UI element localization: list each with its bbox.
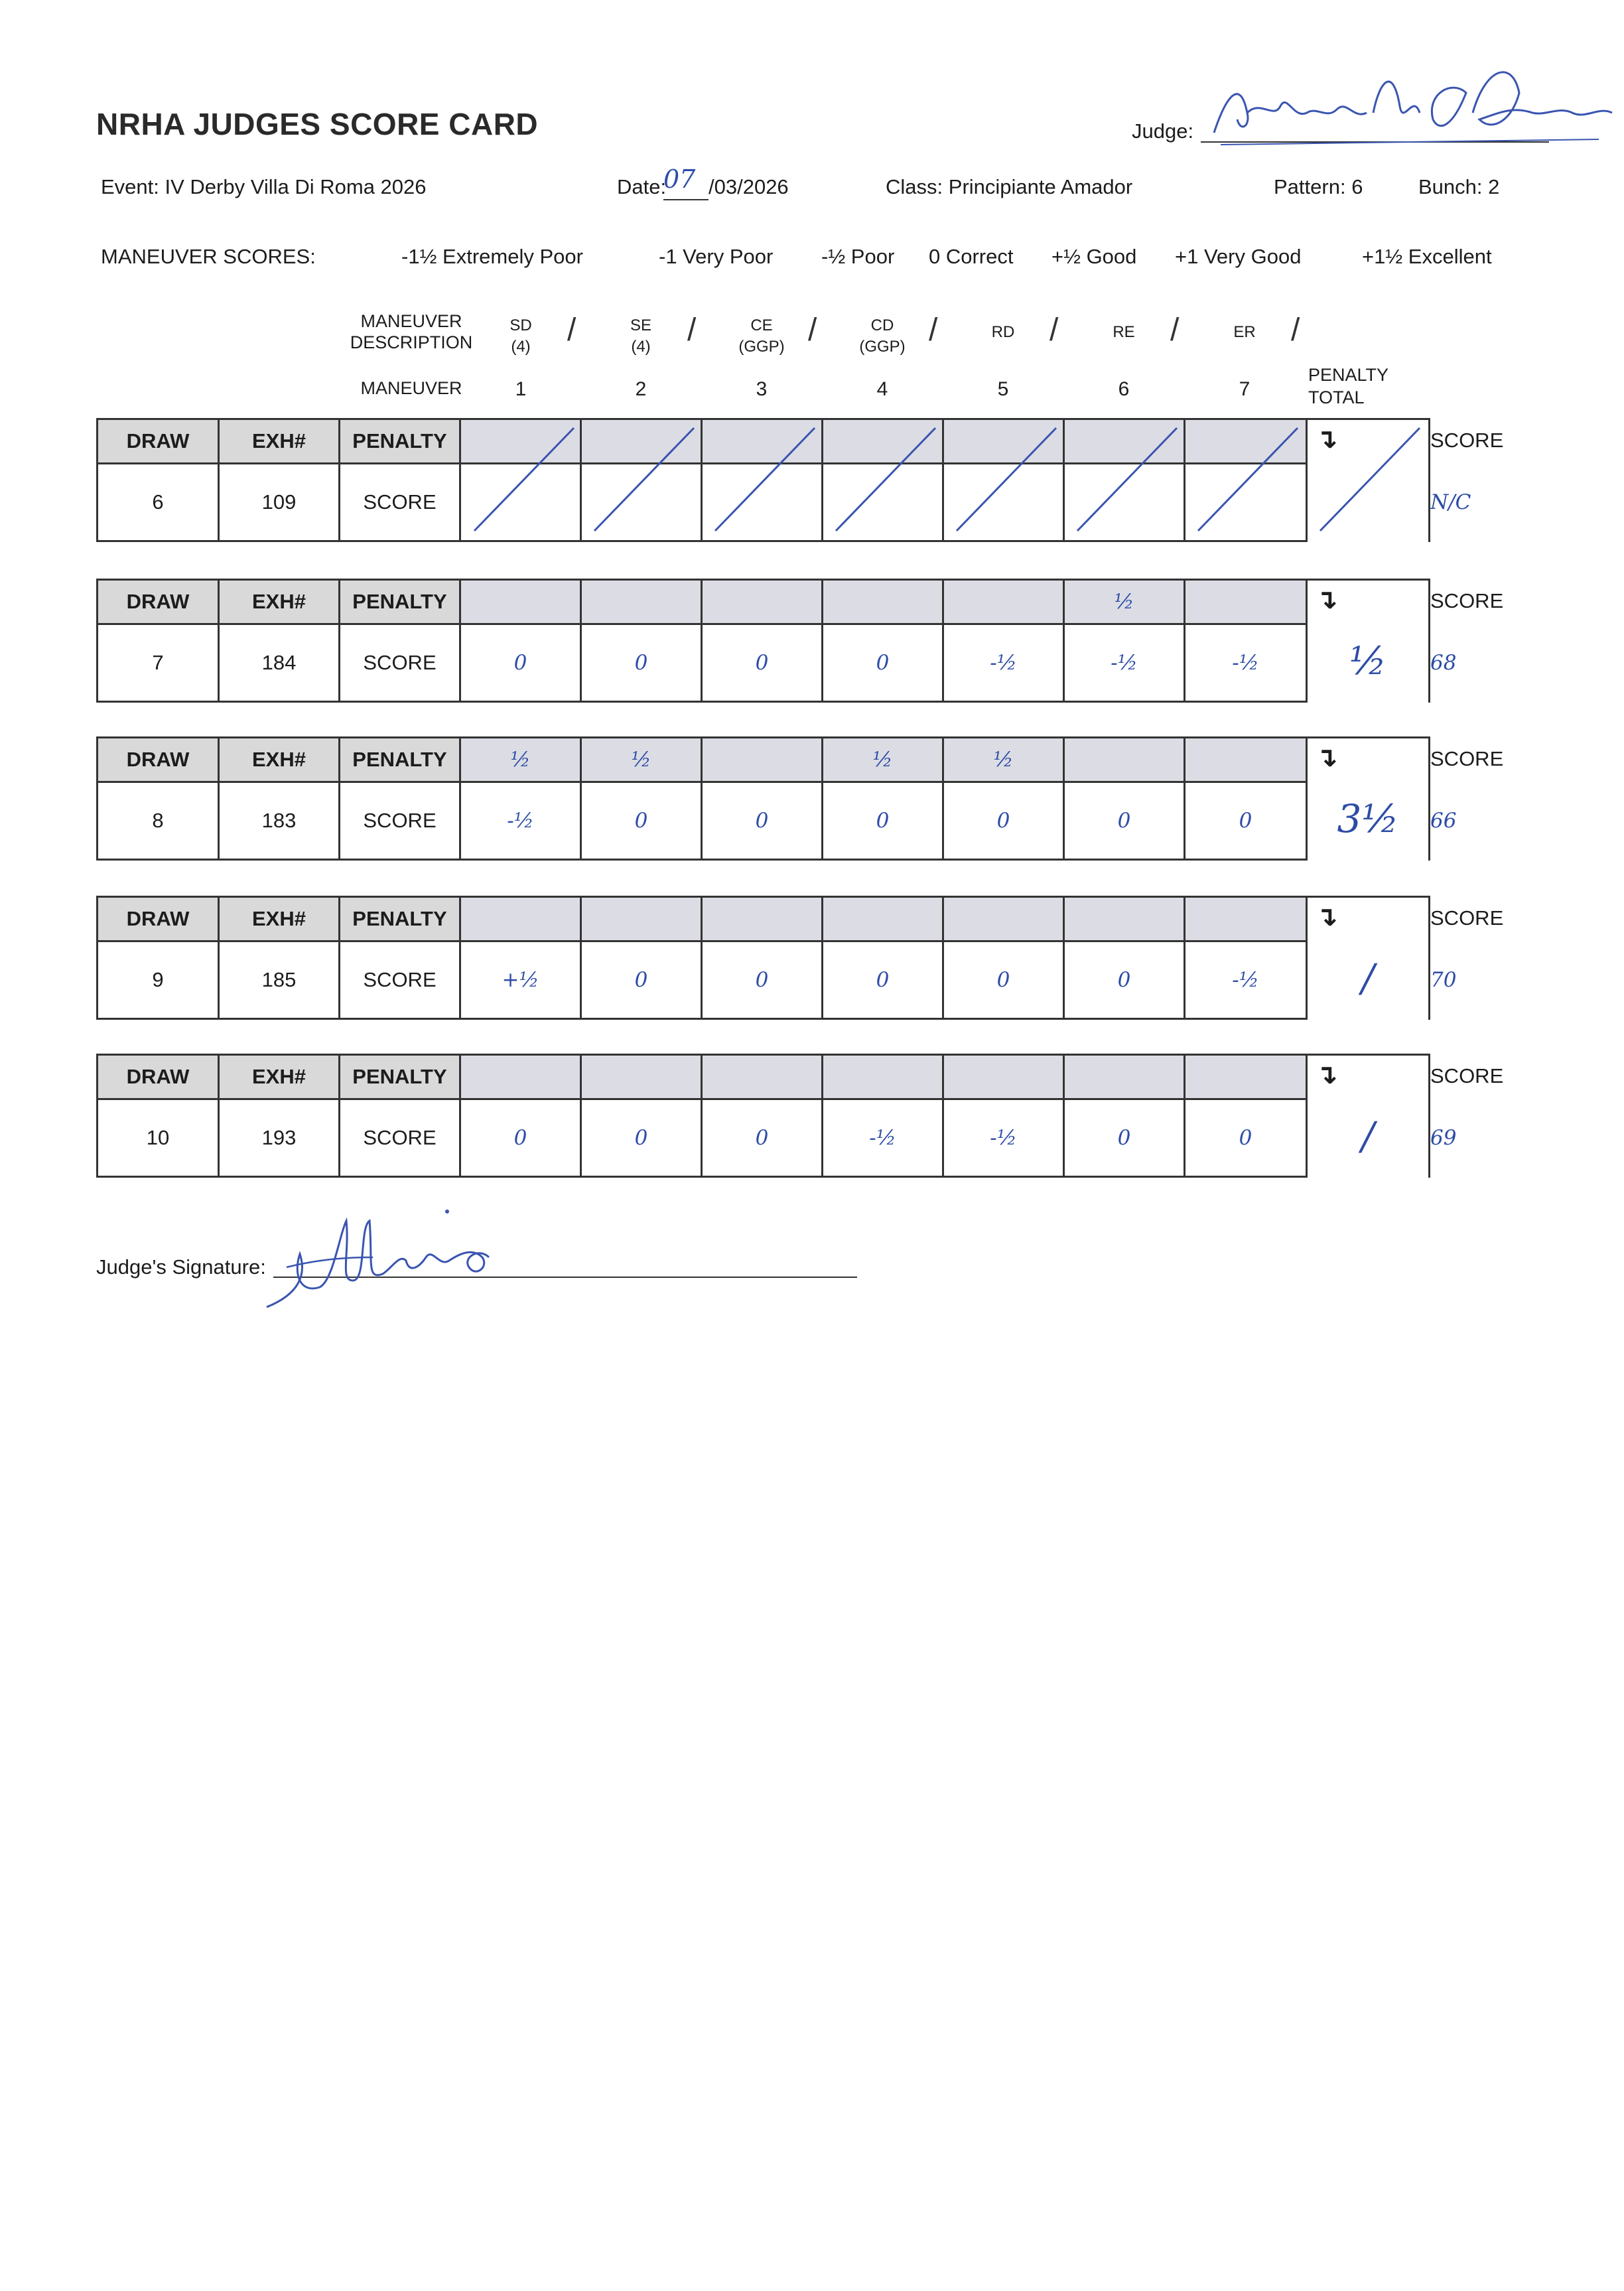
down-arrow-icon: ↴ [1316, 743, 1338, 772]
strike-slash-mark [1314, 421, 1426, 537]
class-value: Principiante Amador [948, 175, 1133, 198]
date-label: Date: [617, 175, 667, 198]
maneuver-score-cell-1[interactable]: -½ [460, 782, 581, 860]
event-value: IV Derby Villa Di Roma 2026 [165, 175, 427, 198]
penalty-total-label: PENALTY TOTAL [1308, 365, 1389, 407]
class-label: Class: [886, 175, 943, 198]
down-arrow-icon: ↴ [1316, 902, 1338, 932]
down-arrow-icon: ↴ [1316, 585, 1338, 614]
penalty-row: DRAW EXH# PENALTY ½ ↴ ½ SCORE [98, 580, 1430, 624]
maneuver-score-cell-3[interactable]: 0 [702, 782, 823, 860]
maneuver-number-label: MANEUVER [360, 378, 462, 398]
entry-card [96, 579, 1504, 703]
penalty-cell-1[interactable] [460, 1055, 581, 1099]
penalty-row: DRAW EXH# PENALTY ↴ / SCORE [98, 897, 1430, 941]
scale-excellent: +1½ Excellent [1362, 245, 1492, 268]
maneuver-score-cell-4[interactable]: 0 [823, 782, 943, 860]
draw-number: 9 [98, 941, 219, 1019]
maneuver-code-text: SE [630, 316, 651, 334]
column-separator-slash: / [929, 312, 938, 348]
maneuver-code-4 [823, 315, 942, 358]
draw-label: DRAW [98, 897, 219, 941]
maneuver-score-cell-6[interactable]: 0 [1064, 941, 1185, 1019]
card-title: NRHA JUDGES SCORE CARD [96, 107, 539, 141]
draw-number: 8 [98, 782, 219, 860]
pattern-value: 6 [1351, 175, 1363, 198]
maneuver-code-2 [581, 315, 701, 358]
maneuver-number-4: 4 [876, 378, 888, 400]
penalty-row: DRAW EXH# PENALTY ↴ / SCORE [98, 1055, 1430, 1099]
penalty-cell-7[interactable] [1185, 897, 1307, 941]
maneuver-code-text: RD [991, 323, 1015, 341]
maneuver-score-cell-5[interactable]: -½ [943, 1099, 1064, 1177]
score-row: 6 109 SCORE N/C [98, 464, 1430, 541]
class-field [886, 175, 1132, 199]
score-row: 7 184 SCORE 0 0 0 0 -½ -½ -½ 68 [98, 624, 1430, 702]
exhibitor-number: 193 [219, 1099, 340, 1177]
maneuver-code-1 [461, 315, 580, 358]
strike-slash-mark [1071, 421, 1184, 537]
scale-very-poor: -1 Very Poor [659, 245, 774, 268]
penalty-cell-3[interactable] [702, 580, 823, 624]
maneuver-score-cell-4[interactable]: 0 [823, 941, 943, 1019]
draw-number: 10 [98, 1099, 219, 1177]
draw-number: 7 [98, 624, 219, 702]
maneuver-score-cell-7[interactable]: -½ [1185, 941, 1307, 1019]
score-row: 10 193 SCORE 0 0 0 -½ -½ 0 0 69 [98, 1099, 1430, 1177]
maneuver-code-text: CD [870, 316, 894, 334]
score-label: SCORE [340, 464, 460, 541]
exh-label: EXH# [219, 580, 340, 624]
penalty-cell-5[interactable]: ½ [943, 738, 1064, 782]
maneuver-score-cell-4[interactable]: 0 [823, 624, 943, 702]
penalty-cell-5[interactable] [943, 1055, 1064, 1099]
penalty-total-cell-top [1307, 738, 1430, 860]
draw-number: 6 [98, 464, 219, 541]
maneuver-number-3: 3 [756, 378, 768, 400]
maneuver-code-5 [943, 322, 1063, 343]
penalty-total-value[interactable]: ½ [1349, 638, 1387, 684]
penalty-cell-2[interactable] [581, 580, 702, 624]
score-label: SCORE [340, 624, 460, 702]
penalty-cell-2[interactable] [581, 1055, 702, 1099]
signature-label: Judge's Signature: [96, 1255, 266, 1279]
penalty-cell-1[interactable]: ½ [460, 738, 581, 782]
maneuver-score-cell-6[interactable]: 0 [1064, 1099, 1185, 1177]
strike-slash-mark [1191, 421, 1304, 537]
penalty-cell-2[interactable]: ½ [581, 738, 702, 782]
penalty-row: DRAW EXH# PENALTY ↴ SCORE [98, 419, 1430, 464]
score-row: 8 183 SCORE -½ 0 0 0 0 0 0 66 [98, 782, 1430, 860]
penalty-total-cell-top [1307, 580, 1430, 702]
penalty-cell-1[interactable] [460, 897, 581, 941]
penalty-total-value[interactable]: / [1361, 955, 1375, 1001]
maneuver-score-cell-2[interactable]: 0 [581, 941, 702, 1019]
exhibitor-number: 184 [219, 624, 340, 702]
scale-very-good: +1 Very Good [1175, 245, 1302, 268]
column-separator-slash: / [567, 312, 576, 348]
penalty-label: PENALTY [340, 580, 460, 624]
maneuver-number-1: 1 [515, 378, 527, 400]
strike-slash-mark [588, 421, 701, 537]
maneuver-score-cell-1[interactable]: 0 [460, 624, 581, 702]
penalty-cell-4[interactable]: ½ [823, 738, 943, 782]
down-arrow-icon: ↴ [1316, 1060, 1338, 1089]
column-separator-slash: / [1291, 312, 1300, 348]
scale-correct: 0 Correct [929, 245, 1014, 268]
maneuver-score-cell-5[interactable]: -½ [943, 624, 1064, 702]
date-day-line [663, 199, 709, 200]
penalty-label: PENALTY [340, 419, 460, 464]
penalty-cell-1[interactable] [460, 580, 581, 624]
strike-slash-mark [829, 421, 942, 537]
maneuver-code-7 [1185, 322, 1304, 343]
maneuver-code-sub: (GGP) [738, 338, 785, 356]
exh-label: EXH# [219, 419, 340, 464]
down-arrow-icon: ↴ [1316, 425, 1338, 454]
exhibitor-number: 185 [219, 941, 340, 1019]
draw-label: DRAW [98, 419, 219, 464]
maneuver-code-text: CE [750, 316, 773, 334]
maneuver-code-text: ER [1233, 323, 1256, 341]
exh-label: EXH# [219, 897, 340, 941]
entry-card [96, 896, 1504, 1020]
penalty-cell-5[interactable] [943, 897, 1064, 941]
maneuver-score-cell-2[interactable]: 0 [581, 782, 702, 860]
penalty-total-value[interactable]: 3½ [1337, 796, 1399, 842]
maneuver-description-label: MANEUVER DESCRIPTION [350, 311, 473, 352]
penalty-total-cell-top [1307, 1055, 1430, 1177]
exhibitor-number: 183 [219, 782, 340, 860]
score-label: SCORE [340, 941, 460, 1019]
bunch-field [1418, 175, 1499, 199]
scale-extremely-poor: -1½ Extremely Poor [401, 245, 583, 268]
draw-label: DRAW [98, 580, 219, 624]
maneuver-number-7: 7 [1239, 378, 1251, 400]
maneuver-number-5: 5 [997, 378, 1009, 400]
maneuver-code-6 [1064, 322, 1184, 343]
maneuver-score-cell-1[interactable]: 0 [460, 1099, 581, 1177]
column-separator-slash: / [1170, 312, 1180, 348]
penalty-cell-3[interactable] [702, 1055, 823, 1099]
penalty-row: DRAW EXH# PENALTY ½ ½ ½ ½ ↴ 3½ SCORE [98, 738, 1430, 782]
exh-label: EXH# [219, 1055, 340, 1099]
penalty-cell-6[interactable]: ½ [1064, 580, 1185, 624]
penalty-cell-4[interactable] [823, 580, 943, 624]
penalty-cell-6[interactable] [1064, 738, 1185, 782]
penalty-label: PENALTY [340, 897, 460, 941]
date-day-handwritten: 07 [663, 165, 696, 194]
score-label: SCORE [340, 1099, 460, 1177]
penalty-cell-4[interactable] [823, 1055, 943, 1099]
penalty-label: PENALTY [340, 738, 460, 782]
maneuver-score-cell-2[interactable]: 0 [581, 624, 702, 702]
penalty-cell-7[interactable] [1185, 1055, 1307, 1099]
penalty-cell-6[interactable] [1064, 897, 1185, 941]
pattern-label: Pattern: [1274, 175, 1346, 198]
penalty-cell-3[interactable] [702, 897, 823, 941]
entry-card [96, 1054, 1504, 1178]
maneuver-code-text: RE [1113, 323, 1135, 341]
maneuver-score-cell-5[interactable]: 0 [943, 782, 1064, 860]
maneuver-score-cell-3[interactable]: 0 [702, 1099, 823, 1177]
judge-handwritten-signature [1201, 53, 1624, 153]
maneuver-score-cell-3[interactable]: 0 [702, 941, 823, 1019]
column-separator-slash: / [687, 312, 697, 348]
maneuver-score-cell-6[interactable]: 0 [1064, 782, 1185, 860]
maneuver-score-cell-7[interactable]: 0 [1185, 782, 1307, 860]
maneuver-code-text: SD [509, 316, 532, 334]
penalty-cell-4[interactable] [823, 897, 943, 941]
penalty-cell-7[interactable] [1185, 580, 1307, 624]
penalty-cell-7[interactable] [1185, 738, 1307, 782]
maneuver-score-cell-4[interactable]: -½ [823, 1099, 943, 1177]
strike-slash-mark [468, 421, 580, 537]
penalty-total-cell-top [1307, 897, 1430, 1019]
maneuver-score-cell-7[interactable]: 0 [1185, 1099, 1307, 1177]
maneuver-code-sub: (4) [511, 338, 531, 356]
maneuver-score-cell-1[interactable]: +½ [460, 941, 581, 1019]
penalty-cell-6[interactable] [1064, 1055, 1185, 1099]
penalty-total-value[interactable]: / [1361, 1113, 1375, 1159]
maneuver-number-2: 2 [635, 378, 647, 400]
event-field [101, 175, 427, 199]
penalty-cell-3[interactable] [702, 738, 823, 782]
penalty-cell-5[interactable] [943, 580, 1064, 624]
maneuver-score-cell-6[interactable]: -½ [1064, 624, 1185, 702]
bunch-label: Bunch: [1418, 175, 1483, 198]
event-label: Event: [101, 175, 159, 198]
date-rest: /03/2026 [709, 175, 789, 198]
score-label: SCORE [340, 782, 460, 860]
maneuver-score-cell-3[interactable]: 0 [702, 624, 823, 702]
judge-signature-handwritten [260, 1194, 525, 1314]
maneuver-score-cell-2[interactable]: 0 [581, 1099, 702, 1177]
maneuver-code-3 [702, 315, 821, 358]
penalty-label: PENALTY [340, 1055, 460, 1099]
scale-poor: -½ Poor [821, 245, 895, 268]
exhibitor-number: 109 [219, 464, 340, 541]
pattern-field [1274, 175, 1363, 199]
strike-slash-mark [709, 421, 821, 537]
draw-label: DRAW [98, 738, 219, 782]
strike-slash-mark [950, 421, 1063, 537]
maneuver-code-sub: (4) [631, 338, 651, 356]
judge-label: Judge: [1132, 119, 1194, 143]
score-row: 9 185 SCORE +½ 0 0 0 0 0 -½ 70 [98, 941, 1430, 1019]
bunch-value: 2 [1488, 175, 1500, 198]
maneuver-scores-label: MANEUVER SCORES: [101, 245, 316, 268]
penalty-cell-2[interactable] [581, 897, 702, 941]
maneuver-code-sub: (GGP) [859, 338, 906, 356]
maneuver-score-cell-5[interactable]: 0 [943, 941, 1064, 1019]
draw-label: DRAW [98, 1055, 219, 1099]
exh-label: EXH# [219, 738, 340, 782]
column-separator-slash: / [1049, 312, 1059, 348]
maneuver-number-6: 6 [1118, 378, 1130, 400]
scale-good: +½ Good [1051, 245, 1137, 268]
maneuver-score-cell-7[interactable]: -½ [1185, 624, 1307, 702]
column-separator-slash: / [808, 312, 817, 348]
entry-card [96, 736, 1504, 861]
